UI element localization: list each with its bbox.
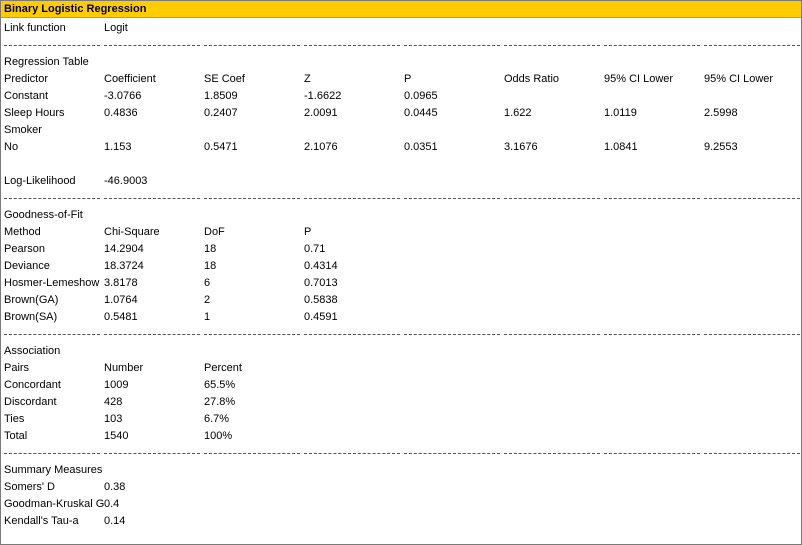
table-cell: Hosmer-Lemeshow	[4, 277, 100, 289]
column-header: Method	[4, 226, 41, 238]
table-cell: Deviance	[4, 260, 50, 272]
table-cell: Discordant	[4, 396, 57, 408]
table-row	[1, 292, 801, 309]
table-cell: 103	[104, 413, 123, 425]
table-cell: 0.5838	[304, 294, 338, 306]
table-cell: 1.0764	[104, 294, 138, 306]
table-cell: Concordant	[4, 379, 61, 391]
table-cell: 1009	[104, 379, 129, 391]
table-row	[1, 105, 801, 122]
table-cell: 1.8509	[204, 90, 238, 102]
summary-measures-heading: Summary Measures	[4, 464, 103, 476]
table-row	[1, 275, 801, 292]
window-title: Binary Logistic Regression	[1, 1, 801, 18]
separator	[1, 334, 801, 336]
separator	[1, 198, 801, 200]
goodness-of-fit-heading: Goodness-of-Fit	[4, 209, 83, 221]
table-cell: 0.4836	[104, 107, 138, 119]
association-heading-row	[1, 343, 801, 360]
association-header-row	[1, 360, 801, 377]
table-cell: Brown(GA)	[4, 294, 59, 306]
table-cell: Somers' D	[4, 481, 55, 493]
table-cell: No	[4, 141, 19, 153]
table-row	[1, 411, 801, 428]
table-cell: 1.0119	[604, 107, 637, 119]
column-header: Chi-Square	[104, 226, 160, 238]
table-cell: Sleep Hours	[4, 107, 65, 119]
table-cell: 0.4	[104, 498, 120, 510]
table-cell: 0.4314	[304, 260, 338, 272]
table-cell: Ties	[4, 413, 25, 425]
table-cell: 2.5998	[704, 107, 738, 119]
table-cell: 0.5481	[104, 311, 138, 323]
table-cell: 100%	[204, 430, 233, 442]
column-header: SE Coef	[204, 73, 245, 85]
regression-heading-row	[1, 54, 801, 71]
association-heading: Association	[4, 345, 61, 357]
table-cell: 2.1076	[304, 141, 338, 153]
table-cell: 65.5%	[204, 379, 236, 391]
table-row	[1, 139, 801, 156]
table-cell: 2	[204, 294, 211, 306]
table-cell: 428	[104, 396, 123, 408]
table-cell: 0.71	[304, 243, 326, 255]
table-cell: 1.153	[104, 141, 132, 153]
table-cell: 3.1676	[504, 141, 538, 153]
column-header: Coefficient	[104, 73, 156, 85]
table-cell: 1.622	[504, 107, 532, 119]
table-row	[1, 309, 801, 326]
table-cell: 0.7013	[304, 277, 338, 289]
column-header: Percent	[204, 362, 242, 374]
log-likelihood-row	[1, 173, 801, 190]
table-cell: Total	[4, 430, 28, 442]
table-cell: Pearson	[4, 243, 45, 255]
table-cell: 1.0841	[604, 141, 638, 153]
table-row	[1, 428, 801, 445]
table-cell: 0.5471	[204, 141, 238, 153]
column-header: 95% CI Lower	[604, 73, 674, 85]
table-cell: Kendall's Tau-a	[4, 515, 79, 527]
table-cell: Constant	[4, 90, 49, 102]
table-cell: 0.0445	[404, 107, 438, 119]
table-cell: -1.6622	[304, 90, 342, 102]
column-header: DoF	[204, 226, 225, 238]
table-cell: 0.14	[104, 515, 126, 527]
column-header: Odds Ratio	[504, 73, 560, 85]
table-cell: 1	[204, 311, 211, 323]
table-cell: 18.3724	[104, 260, 144, 272]
table-cell: Goodman-Kruskal G	[4, 498, 105, 510]
column-header: P	[304, 226, 312, 238]
column-header: Z	[304, 73, 311, 85]
table-row	[1, 394, 801, 411]
table-cell: 6.7%	[204, 413, 230, 425]
separator	[1, 453, 801, 455]
table-cell: 27.8%	[204, 396, 236, 408]
table-cell: 18	[204, 243, 217, 255]
column-header: Pairs	[4, 362, 30, 374]
table-cell: 18	[204, 260, 217, 272]
column-header: 95% CI Lower	[704, 73, 774, 85]
goodness-heading-row	[1, 207, 801, 224]
goodness-header-row	[1, 224, 801, 241]
column-header: Number	[104, 362, 144, 374]
table-cell: 6	[204, 277, 211, 289]
link-function-row	[1, 20, 801, 37]
table-row	[1, 377, 801, 394]
table-row	[1, 88, 801, 105]
table-row	[1, 513, 801, 530]
table-row	[1, 479, 801, 496]
link-function-value: Logit	[104, 22, 128, 34]
table-cell: -3.0766	[104, 90, 142, 102]
table-cell: Brown(SA)	[4, 311, 58, 323]
table-row	[1, 258, 801, 275]
column-header: P	[404, 73, 412, 85]
table-cell: 0.2407	[204, 107, 238, 119]
table-cell: 1540	[104, 430, 129, 442]
log-likelihood-label: Log-Likelihood	[4, 175, 76, 187]
table-row	[1, 496, 801, 513]
table-cell: Smoker	[4, 124, 42, 136]
table-cell: 0.0965	[404, 90, 438, 102]
table-cell: 3.8178	[104, 277, 138, 289]
table-cell: 0.4591	[304, 311, 338, 323]
table-cell: 9.2553	[704, 141, 738, 153]
regression-table-heading: Regression Table	[4, 56, 89, 68]
summary-heading-row	[1, 462, 801, 479]
table-cell: 14.2904	[104, 243, 144, 255]
link-function-label: Link function	[4, 22, 66, 34]
log-likelihood-value: -46.9003	[104, 175, 148, 187]
table-row	[1, 241, 801, 258]
table-cell: 0.0351	[404, 141, 438, 153]
regression-header-row	[1, 71, 801, 88]
table-cell: 2.0091	[304, 107, 338, 119]
table-cell: 0.38	[104, 481, 126, 493]
column-header: Predictor	[4, 73, 49, 85]
table-row	[1, 122, 801, 139]
separator	[1, 45, 801, 47]
